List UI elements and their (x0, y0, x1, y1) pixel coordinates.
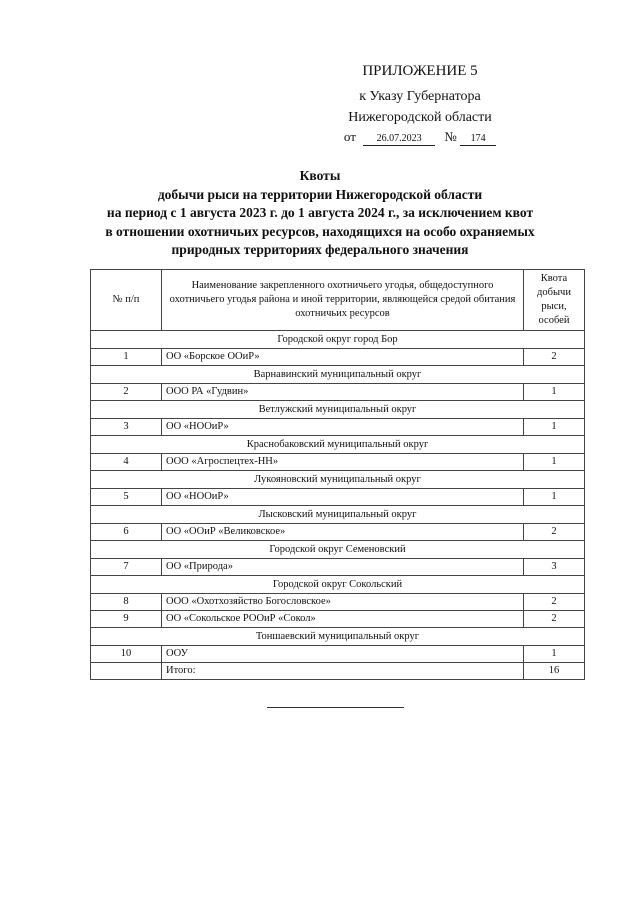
district-row: Городской округ Семеновский (91, 541, 585, 559)
row-quota: 1 (524, 384, 585, 401)
header-num: № п/п (91, 270, 162, 331)
row-num: 10 (91, 646, 162, 663)
table-row (91, 349, 585, 366)
table-row (91, 419, 585, 436)
row-name: ОО «НООиР» (162, 489, 524, 506)
district-row: Краснобаковский муниципальный округ (91, 436, 585, 454)
district-row: Лысковский муниципальный округ (91, 506, 585, 524)
region-name: Нижегородской области (348, 110, 492, 125)
row-name: ОО «НООиР» (162, 419, 524, 436)
footer-divider (267, 707, 404, 708)
document-title (60, 167, 580, 260)
decree-number: 174 (460, 133, 496, 146)
table-row (91, 384, 585, 401)
total-label: Итого: (162, 663, 524, 680)
row-name: ООО «Агроспецтех-НН» (162, 454, 524, 471)
row-quota: 1 (524, 489, 585, 506)
district-row: Лукояновский муниципальный округ (91, 471, 585, 489)
title-line-5: природных территориях федерального значения (171, 242, 469, 257)
table-row (91, 524, 585, 541)
row-num: 7 (91, 559, 162, 576)
decree-date: 26.07.2023 (363, 133, 435, 146)
district-row: Ветлужский муниципальный округ (91, 401, 585, 419)
district-row: Варнавинский муниципальный округ (91, 366, 585, 384)
district-row: Городской округ город Бор (91, 331, 585, 349)
row-quota: 2 (524, 349, 585, 366)
row-num: 4 (91, 454, 162, 471)
appendix-title: ПРИЛОЖЕНИЕ 5 (362, 63, 478, 79)
title-line-1: Квоты (299, 168, 341, 183)
row-name: ОО «Борское ООиР» (162, 349, 524, 366)
table-row (91, 646, 585, 663)
appendix-header (270, 61, 570, 146)
row-name: ООО РА «Гудвин» (162, 384, 524, 401)
table-row (91, 611, 585, 628)
row-name: ОО «Природа» (162, 559, 524, 576)
row-num: 6 (91, 524, 162, 541)
row-quota: 2 (524, 594, 585, 611)
title-line-2: добычи рыси на территории Нижегородской области (157, 186, 483, 202)
row-quota: 2 (524, 524, 585, 541)
row-num: 1 (91, 349, 162, 366)
number-label: № (444, 129, 457, 144)
header-name: Наименование закрепленного охотничьего угодья, общедоступного охотничьего угодья района и иной территории, являющейся средой обитания охотничьих ресурсов (162, 270, 524, 331)
decree-date-row (270, 128, 570, 146)
table-header-row (91, 270, 585, 331)
row-num: 5 (91, 489, 162, 506)
row-num: 8 (91, 594, 162, 611)
row-quota: 1 (524, 419, 585, 436)
total-row (91, 663, 585, 680)
header-quota: Квота добычи рыси, особей (524, 270, 585, 331)
row-num: 2 (91, 384, 162, 401)
district-row: Городской округ Сокольский (91, 576, 585, 594)
row-name: ОО «Сокольское РООиР «Сокол» (162, 611, 524, 628)
table-row (91, 454, 585, 471)
table-row (91, 594, 585, 611)
from-label: от (343, 129, 356, 144)
row-quota: 1 (524, 454, 585, 471)
total-value: 16 (524, 663, 585, 680)
table-row (91, 559, 585, 576)
total-num-cell (91, 663, 162, 680)
title-line-3: на период с 1 августа 2023 г. до 1 августа 2024 г., за исключением квот (106, 205, 534, 220)
row-name: ОО «ООиР «Великовское» (162, 524, 524, 541)
row-num: 9 (91, 611, 162, 628)
row-num: 3 (91, 419, 162, 436)
decree-reference: к Указу Губернатора (359, 89, 481, 104)
table-row (91, 489, 585, 506)
row-quota: 3 (524, 559, 585, 576)
quota-table (90, 269, 585, 680)
row-name: ООО «Охотхозяйство Богословское» (162, 594, 524, 611)
row-name: ООУ (162, 646, 524, 663)
district-row: Тоншаевский муниципальный округ (91, 628, 585, 646)
row-quota: 1 (524, 646, 585, 663)
title-line-4: в отношении охотничьих ресурсов, находящихся на особо охраняемых (105, 223, 535, 239)
row-quota: 2 (524, 611, 585, 628)
